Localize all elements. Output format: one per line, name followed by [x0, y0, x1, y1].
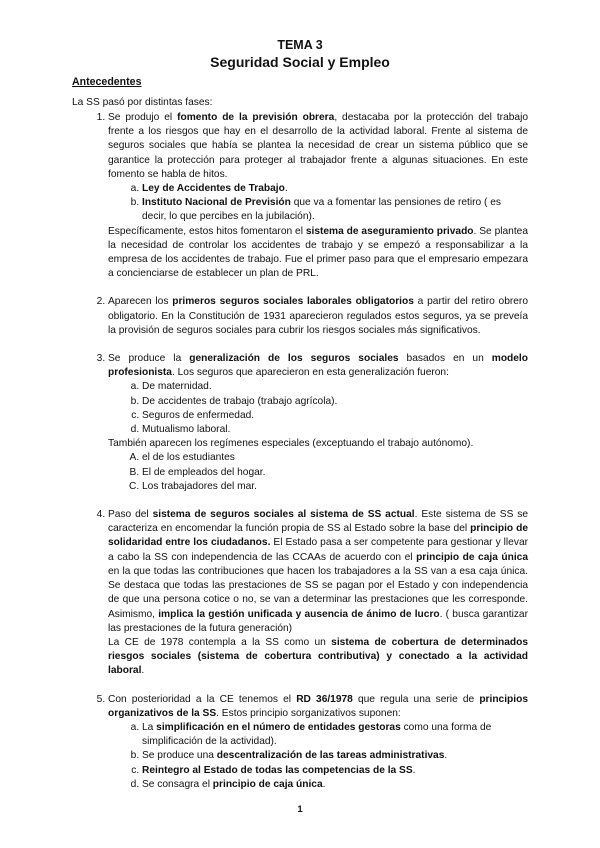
item-text: Se produjo el fomento de la previsión obrera, destacaba por la protección del trabajo frente a los riesgos que hay en el desarrollo de la actividad laboral. Frente al sistema de seguros sociales que había se plantea la necesidad de crear un sistema público que se garantice la protección para proteger al trabajador frente a algunas situaciones. En este fomento se habla de hitos.	[108, 112, 529, 180]
sub-list-item: b. De accidentes de trabajo (trabajo agrícola).	[142, 395, 528, 409]
item-paragraph: También aparecen los regímenes especiales (exceptuando el trabajo autónomo).	[108, 438, 474, 450]
sub-list-item: b. Se produce una descentralización de las tareas administrativas.	[142, 749, 528, 763]
sub-list-item: c. Reintegro al Estado de todas las competencias de la SS.	[142, 764, 528, 778]
list-item	[108, 352, 528, 494]
list-item	[108, 295, 528, 338]
list-item	[108, 693, 528, 792]
sub-list	[108, 721, 528, 792]
sub-list	[108, 451, 528, 494]
sub-list	[108, 380, 528, 437]
item-paragraph: Específicamente, estos hitos fomentaron el sistema de aseguramiento privado. Se plantea la necesidad de controlar los accidentes de trabajo y se empezó a responsabilizar a la empresa de los accidentes de trabajo. Fue el primer paso para que el empresario empezara a concienciarse de establecer un plan de PRL.	[108, 225, 528, 280]
phases-list	[72, 111, 528, 792]
sub-list-item: d. Se consagra el principio de caja única.	[142, 778, 528, 792]
list-item	[108, 111, 528, 281]
sub-list	[108, 182, 528, 225]
item-paragraph: La CE de 1978 contempla a la SS como un sistema de cobertura de determinados riesgos sociales (sistema de cobertura contributiva) y conectado a la actividad laboral.	[108, 636, 528, 677]
sub-list-item: c. Seguros de enfermedad.	[142, 409, 528, 423]
item-text: Aparecen los primeros seguros sociales laborales obligatorios a partir del retiro obrero obligatorio. En la Constitución de 1931 aparecieron regulados estos seguros, ya se preveía la provisión de seguros sociales para cubrir los riesgos sociales más significativos.	[108, 296, 528, 336]
document-subtitle: Seguridad Social y Empleo	[210, 54, 390, 70]
sub-list-item: B. El de empleados del hogar.	[142, 466, 528, 480]
intro-text: La SS pasó por distintas fases:	[72, 97, 213, 108]
sub-list-item: C. Los trabajadores del mar.	[142, 480, 528, 494]
item-text: Con posterioridad a la CE tenemos el RD 36/1978 que regula una serie de principios organizativos de la SS. Estos principio sorganizativos suponen:	[108, 693, 528, 719]
sub-list-item: a. Ley de Accidentes de Trabajo.	[142, 182, 528, 196]
page-number: 1	[297, 804, 303, 815]
sub-list-item: A. el de los estudiantes	[142, 451, 528, 465]
sub-list-item: b. Instituto Nacional de Previsión que va a fomentar las pensiones de retiro ( es decir, lo que percibes en la jubilación).	[142, 196, 528, 224]
sub-list-item: d. Mutualismo laboral.	[142, 423, 528, 437]
list-item	[108, 508, 528, 678]
document-title: TEMA 3	[277, 38, 323, 52]
sub-list-item: a. De maternidad.	[142, 380, 528, 394]
section-heading: Antecedentes	[72, 76, 142, 88]
item-text: Paso del sistema de seguros sociales al sistema de SS actual. Este sistema de SS se caracteriza en encomendar la función propia de SS al Estado sobre la base del principio de solidaridad entre los ciudadanos. El Estado pasa a ser competente para gestionar y llevar a cabo la SS con independencia de las CCAAs de acuerdo con el principio de caja única en la que todas las contribuciones que hacen los trabajadores a la SS van a esa caja única. Se destaca que todas las prestaciones de SS se pagan por el Estado y con independencia de que una persona cotice o no, se van a determinar las prestaciones que les corresponde. Asimismo, implica la gestión unificada y ausencia de ánimo de lucro. ( busca garantizar las prestaciones de la futura generación)	[108, 509, 529, 634]
item-text: Se produce la generalización de los seguros sociales basados en un modelo profesionista. Los seguros que aparecieron en esta generalización fueron:	[108, 353, 528, 379]
document-body	[72, 111, 528, 792]
sub-list-item: a. La simplificación en el número de entidades gestoras como una forma de simplificación de la actividad).	[142, 721, 528, 749]
